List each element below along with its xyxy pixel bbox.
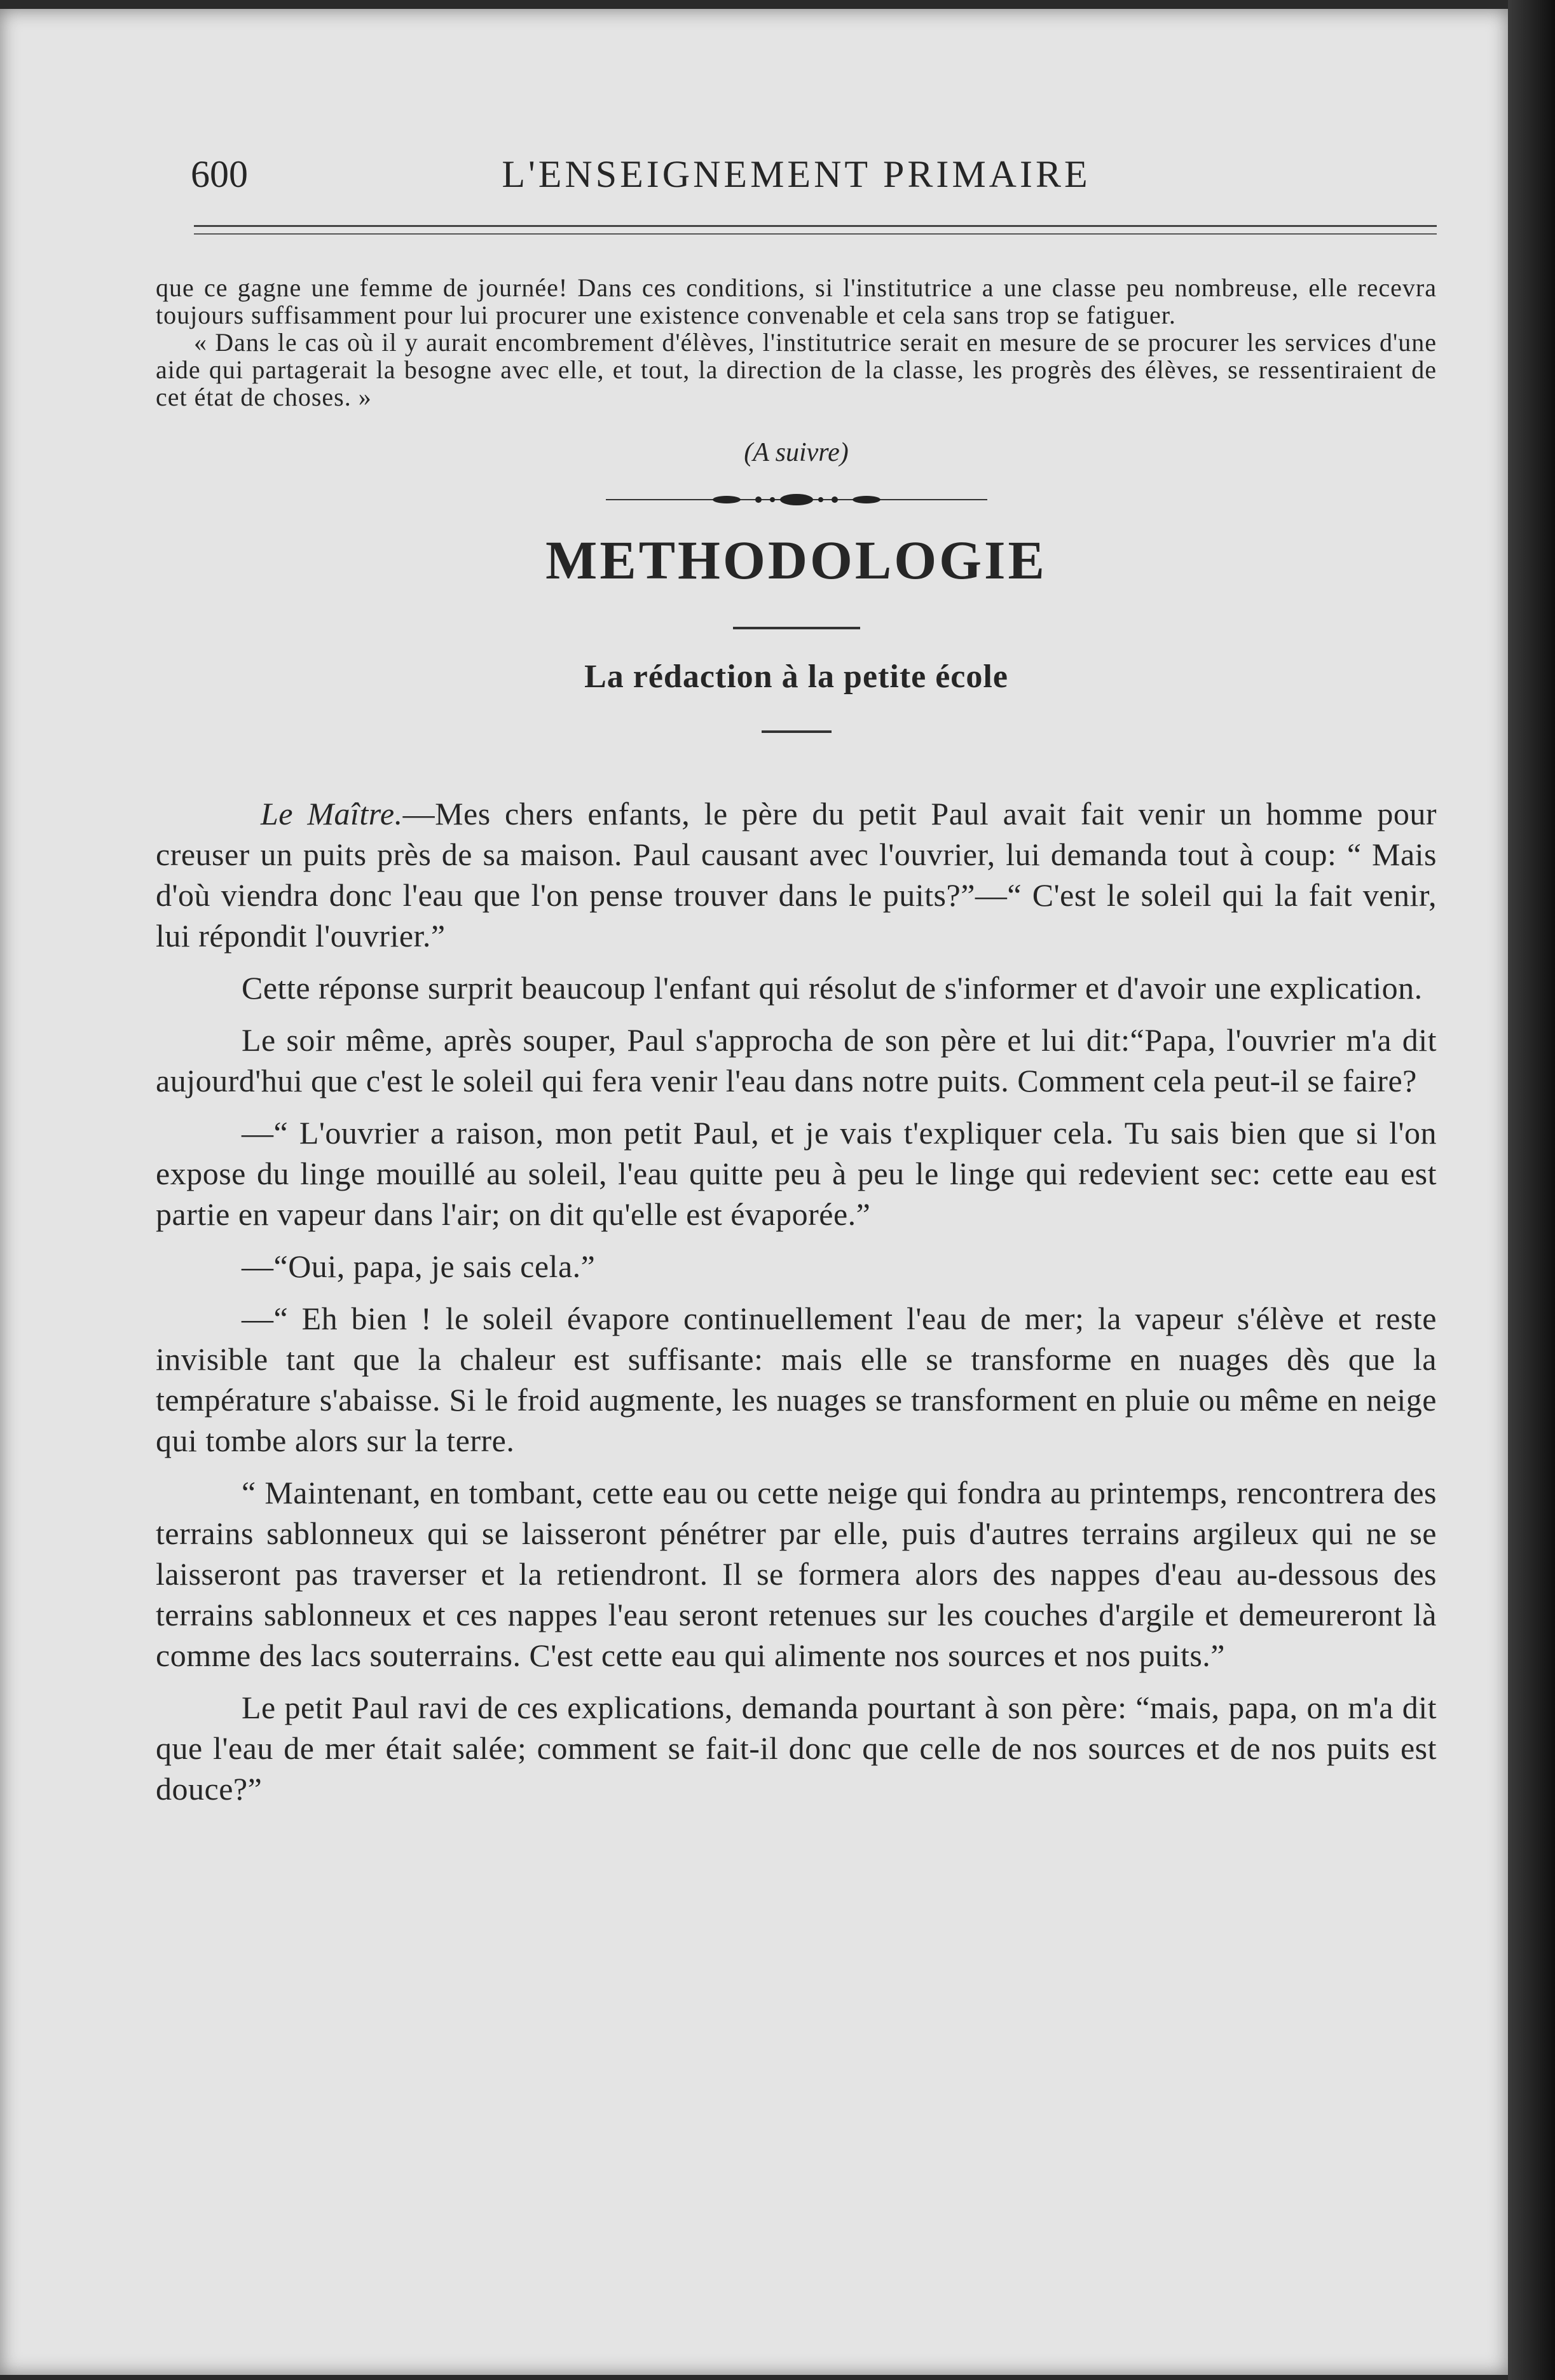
paragraph-4: —“ L'ouvrier a raison, mon petit Paul, et je vais t'expliquer cela. Tu sais bien que si l'on expose du linge mouillé au soleil, l'eau quitte peu à peu le linge qui redevient sec: cette eau est partie en vapeur dans l'air; on dit qu'elle est évaporée.” — [156, 1115, 1437, 1232]
page-header — [156, 155, 1437, 193]
page-number: 600 — [191, 153, 248, 195]
running-title: L'ENSEIGNEMENT PRIMAIRE — [502, 153, 1091, 195]
header-rule — [194, 225, 1437, 235]
paragraph-2: Cette réponse surprit beaucoup l'enfant qui résolut de s'informer et d'avoir une explication. — [242, 970, 1423, 1006]
previous-article-text — [156, 274, 1437, 411]
previous-paragraph-1: que ce gagne une femme de journée! Dans ces conditions, si l'institutrice a une classe peu nombreuse, elle recevra toujours suffisamment pour lui procurer une existence convenable et cela sans trop se fatiguer. — [156, 273, 1437, 329]
article-subtitle: La rédaction à la petite école — [584, 659, 1008, 695]
article-body — [156, 793, 1437, 1809]
paragraph-6: —“ Eh bien ! le soleil évapore continuellement l'eau de mer; la vapeur s'élève et reste invisible tant que la chaleur est suffisante: mais elle se transforme en nuages dès que la température s'abaisse. Si le froid augmente, les nuages se transforment en pluie ou même en neige qui tombe alors sur la terre. — [156, 1301, 1437, 1458]
paragraph-3: Le soir même, après souper, Paul s'approcha de son père et lui dit:“Papa, l'ouvrier m'a dit aujourd'hui que c'est le soleil qui fera venir l'eau dans notre puits. Comment cela peut-il se faire? — [156, 1022, 1437, 1098]
to-be-continued: (A suivre) — [744, 438, 849, 467]
section-title: METHODOLOGIE — [545, 530, 1047, 591]
subtitle-rule — [762, 730, 832, 733]
page-content — [156, 155, 1437, 1821]
paragraph-5: —“Oui, papa, je sais cela.” — [242, 1248, 596, 1284]
title-rule — [733, 627, 860, 629]
paragraph-1-text: —Mes chers enfants, le père du petit Paul avait fait venir un homme pour creuser un puits près de sa maison. Paul causant avec l'ouvrier, lui demanda tout à coup: “ Mais d'où viendra donc l'eau que l'on pense trouver dans le puits?”—“ C'est le soleil qui la fait venir, lui répondit l'ouvrier.” — [156, 796, 1437, 954]
speaker-label: Le Maître. — [261, 796, 403, 831]
page — [0, 9, 1508, 2375]
paragraph-8: Le petit Paul ravi de ces explications, demanda pourtant à son père: “mais, papa, on m'a dit que l'eau de mer était salée; comment se fait-il donc que celle de nos sources et de nos puits est douce?” — [156, 1690, 1437, 1807]
ornament-divider — [606, 490, 987, 509]
page-edge-shadow — [1508, 0, 1555, 2380]
previous-paragraph-2: « Dans le cas où il y aurait encombrement d'élèves, l'institutrice serait en mesure de se procurer les services d'une aide qui partagerait la besogne avec elle, et tout, la direction de la classe, les progrès des élèves, se ressentiraient de cet état de choses. » — [156, 328, 1437, 411]
paragraph-7: “ Maintenant, en tombant, cette eau ou cette neige qui fondra au printemps, rencontrera des terrains sablonneux qui se laisseront pénétrer par elle, puis d'autres terrains argileux qui ne se laisseront pas traverser et la retiendront. Il se formera alors des nappes d'eau au-dessous des terrains sablonneux et ces nappes l'eau seront retenues sur les couches d'argile et demeureront là comme des lacs souterrains. C'est cette eau qui alimente nos sources et nos puits.” — [156, 1475, 1437, 1673]
paragraph-1 — [156, 793, 1437, 956]
